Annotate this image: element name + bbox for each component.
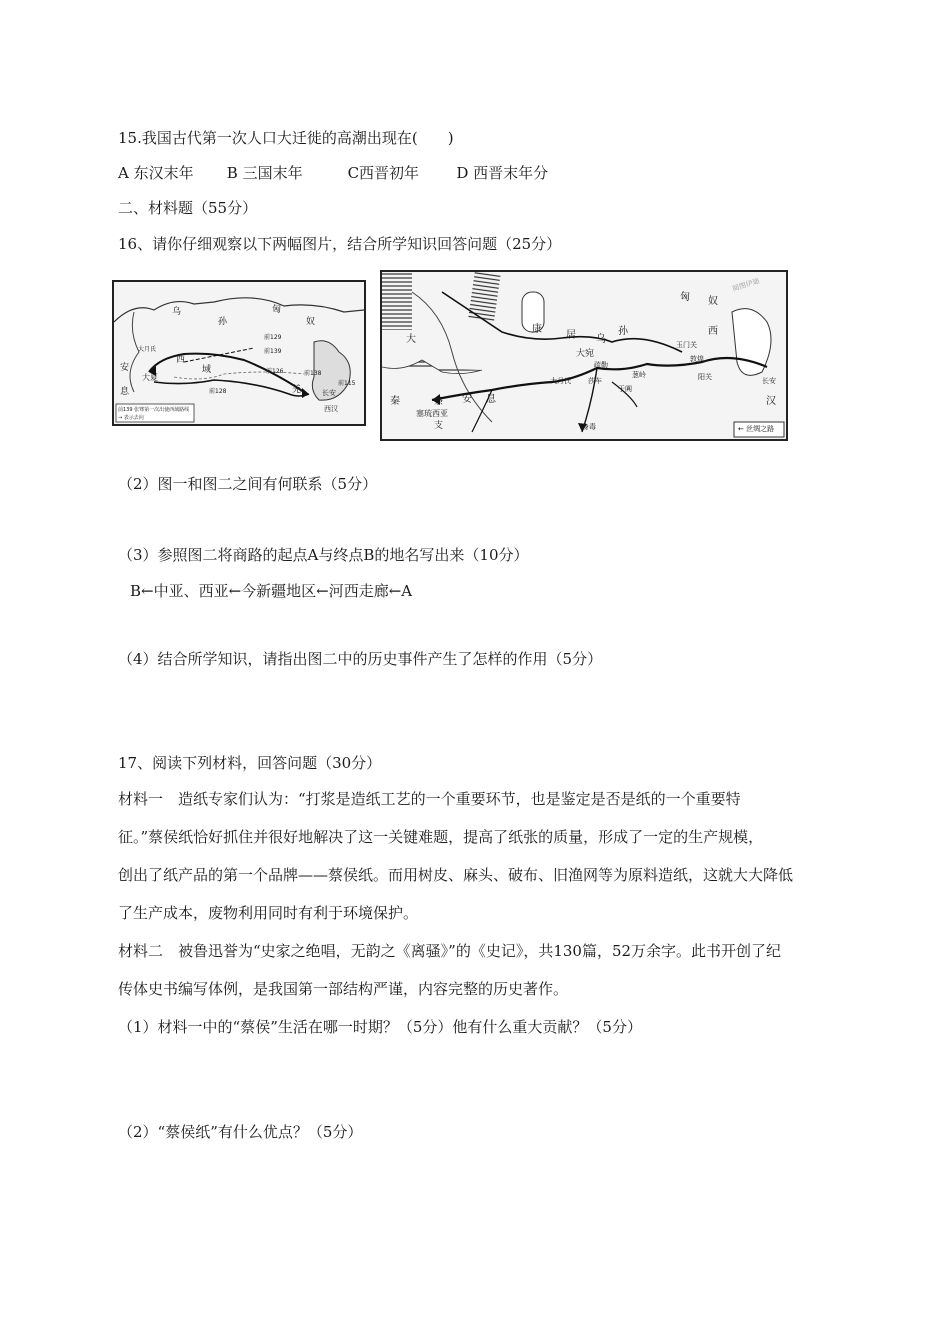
map2-label: 大月氏 bbox=[550, 377, 571, 385]
map2-label: 孙 bbox=[618, 326, 628, 337]
q17-stem: 17、阅读下列材料，回答问题（30分） bbox=[118, 754, 382, 772]
map1-label: 前129 bbox=[264, 334, 282, 341]
map1-label: 前139 bbox=[264, 348, 282, 355]
q17-material1-line: 创出了纸产品的第一个品牌——蔡侯纸。而用树皮、麻头、破布、旧渔网等为原料造纸，这就大大降低 bbox=[118, 866, 794, 884]
q15-option-d[interactable]: D 西晋末年分 bbox=[456, 164, 549, 182]
section-heading: 二、材料题（55分） bbox=[118, 199, 258, 217]
q17-material1-line: 材料一 造纸专家们认为：“打浆是造纸工艺的一个重要环节，也是鉴定是否是纸的一个重要特 bbox=[118, 790, 741, 808]
map2-label: 塞琉西亚 bbox=[416, 409, 448, 418]
map1-label: 域 bbox=[202, 365, 212, 375]
q15-option-c[interactable]: C西晋初年 bbox=[347, 164, 420, 182]
map1-label: 西 bbox=[176, 355, 186, 365]
map2-label: 秦 bbox=[390, 396, 400, 407]
q16-sub3-answer: B←中亚、西亚←今新疆地区←河西走廊←A bbox=[130, 582, 413, 600]
map2-label: 大 bbox=[406, 334, 416, 345]
map-zhang-qian-route bbox=[112, 280, 366, 426]
map1-label: 前128 bbox=[209, 388, 227, 395]
map2-label: 莎车 bbox=[588, 377, 602, 385]
map2-label: 息 bbox=[486, 394, 496, 405]
map2-label: 西 bbox=[708, 326, 718, 337]
q17-sub2: （2）“蔡侯纸”有什么优点？（5分） bbox=[118, 1123, 363, 1141]
map2-watermark: 阅图伊迪 bbox=[731, 276, 761, 294]
q17-material2-line: 传体史书编写体例，是我国第一部结构严谨，内容完整的历史著作。 bbox=[118, 980, 569, 998]
map2-label: 身毒 bbox=[582, 423, 596, 431]
q17-material2-line: 材料二 被鲁迅誉为“史家之绝唱，无韵之《离骚》”的《史记》，共130篇，52万余字。此书开创了纪 bbox=[118, 942, 782, 960]
map-silk-road bbox=[380, 270, 788, 441]
q17-material1-line: 了生产成本，废物利用同时有利于环境保护。 bbox=[118, 904, 419, 922]
q16-sub4: （4）结合所学知识，请指出图二中的历史事件产生了怎样的作用（5分） bbox=[118, 650, 603, 668]
map1-label: 孙 bbox=[218, 317, 228, 327]
map2-label: 安 bbox=[462, 394, 472, 405]
map2-legend: ← 丝绸之路 bbox=[738, 425, 775, 433]
map2-label: 康 bbox=[532, 324, 542, 335]
q15-option-b[interactable]: B 三国末年 bbox=[226, 164, 303, 182]
map2-label: 奴 bbox=[708, 296, 718, 307]
q15-option-a[interactable]: A 东汉末年 bbox=[118, 164, 194, 182]
map2-label: 长安 bbox=[762, 377, 776, 385]
map2-label: 玉门关 bbox=[676, 341, 697, 349]
map1-label: 息 bbox=[120, 387, 130, 397]
map2-label: 居 bbox=[566, 330, 576, 341]
map2-label: 汉 bbox=[766, 396, 776, 407]
map2-label: 大宛 bbox=[576, 349, 595, 359]
map1-label: 大夏 bbox=[142, 373, 158, 382]
map2-label: 乌 bbox=[596, 334, 606, 345]
q16-sub2: （2）图一和图二之间有何联系（5分） bbox=[118, 475, 378, 493]
map1-label: 西汉 bbox=[324, 405, 338, 413]
map2-label: 条 bbox=[434, 397, 444, 407]
map1-label: 前126 bbox=[266, 368, 284, 375]
map1-label: 匈 bbox=[272, 305, 282, 315]
map1-legend: → 表示去向 bbox=[118, 415, 144, 421]
map1-label: 长安 bbox=[322, 389, 336, 397]
q17-material1-line: 征。”蔡侯纸恰好抓住并很好地解决了这一关键难题，提高了纸张的质量，形成了一定的生产规模， bbox=[118, 828, 764, 846]
map1-label: 大月氏 bbox=[138, 346, 157, 353]
map2-label: 匈 bbox=[680, 292, 690, 303]
map2-label: 于阗 bbox=[618, 385, 632, 393]
map1-label: 奴 bbox=[306, 317, 316, 327]
q17-sub1: （1）材料一中的“蔡侯”生活在哪一时期？（5分）他有什么重大贡献？（5分） bbox=[118, 1018, 642, 1036]
q15-options bbox=[118, 163, 548, 183]
q16-sub3: （3）参照图二将商路的起点A与终点B的地名写出来（10分） bbox=[118, 546, 529, 564]
map1-label: 乌 bbox=[172, 307, 182, 317]
q16-stem: 16、请你仔细观察以下两幅图片，结合所学知识回答问题（25分） bbox=[118, 235, 562, 253]
map1-legend: 前139 张骞第一次出使西域路线 bbox=[118, 407, 190, 413]
map2-label: 葱岭 bbox=[632, 371, 646, 379]
map1-label: 羌 bbox=[292, 385, 302, 395]
map2-label: 敦煌 bbox=[690, 355, 704, 363]
map2-label: 支 bbox=[434, 421, 444, 431]
map1-label: 安 bbox=[120, 363, 130, 373]
map1-label: 前115 bbox=[338, 380, 356, 387]
map2-label: 阳关 bbox=[698, 373, 712, 381]
map2-label: 疏勒 bbox=[594, 361, 608, 369]
map1-label: 前138 bbox=[304, 370, 322, 377]
q15-stem: 15.我国古代第一次人口大迁徙的高潮出现在( ) bbox=[118, 129, 454, 147]
